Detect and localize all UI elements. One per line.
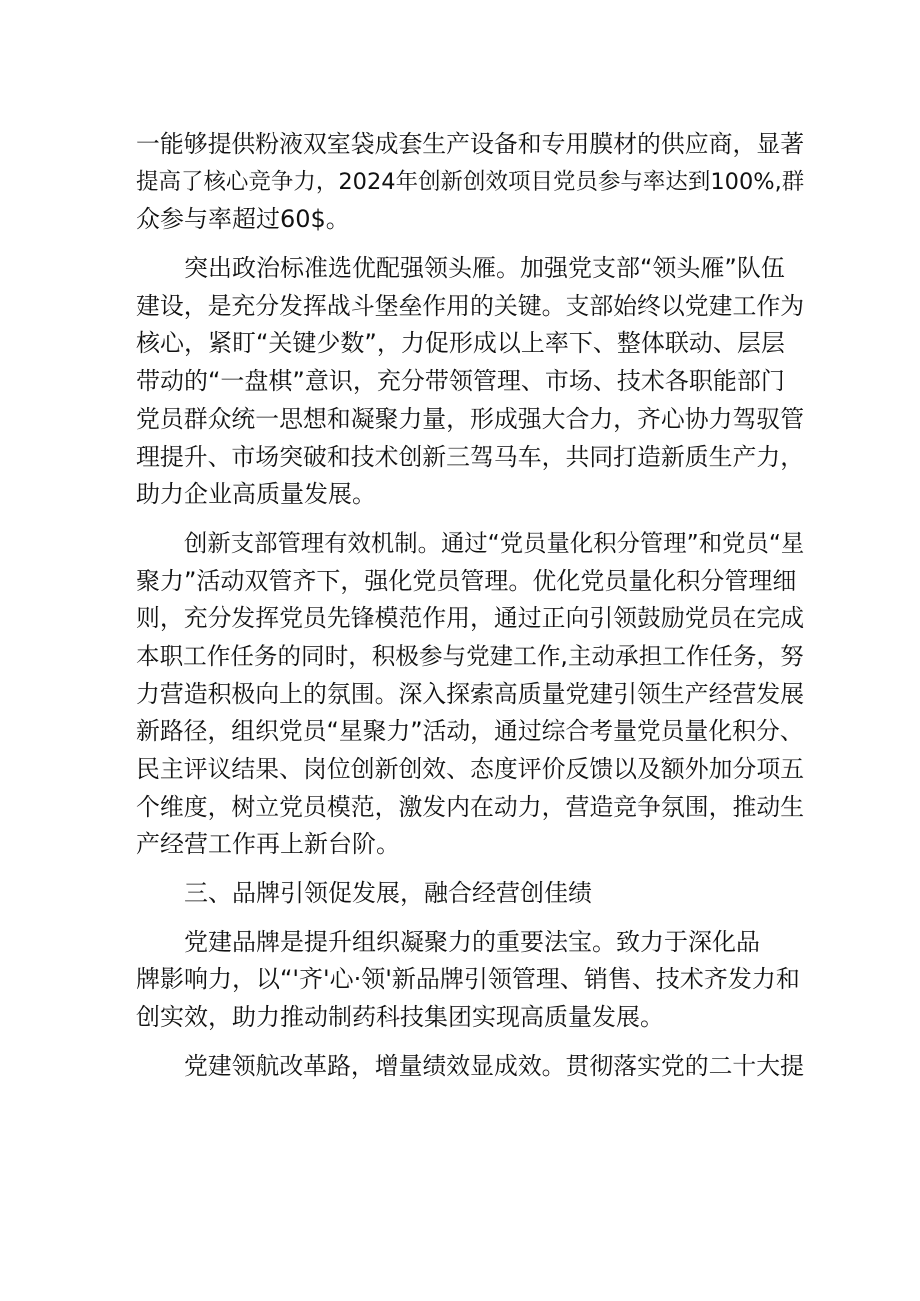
text-line: 创新支部管理有效机制。通过“党员量化积分管理”和党员“星 <box>184 528 805 557</box>
text-line: 党员群众统一思想和凝聚力量，形成强大合力，齐心协力驾驭管 <box>136 404 805 433</box>
paragraph <box>136 1048 804 1086</box>
paragraph-gap <box>136 1037 804 1048</box>
paragraph <box>136 525 804 864</box>
paragraph-gap <box>136 864 804 875</box>
text-line: 则，充分发挥党员先锋模范作用，通过正向引领鼓励党员在完成 <box>136 604 805 633</box>
text-line: 民主评议结果、岗位创新创效、态度评价反馈以及额外加分项五 <box>136 755 805 783</box>
text-line: 聚力”活动双管齐下，强化党员管理。优化党员量化积分管理细 <box>136 566 797 595</box>
text-line: 创实效，助力推动制药科技集团实现高质量发展。 <box>136 1003 664 1032</box>
text-line: 力营造积极向上的氛围。深入探索高质量党建引领生产经营发展 <box>136 679 805 708</box>
paragraph <box>136 126 804 239</box>
text-line: 核心，紧盯“关键少数”，力促形成以上率下、整体联动、层层 <box>136 329 785 358</box>
text-line: 突出政治标准选优配强领头雁。加强党支部“领头雁”队伍 <box>184 254 785 283</box>
text-line: 三、品牌引领促发展，融合经营创佳绩 <box>184 879 592 908</box>
text-line: 提高了核心竞争力，2024年创新创效项目党员参与率达到100%,群 <box>136 168 805 195</box>
text-line: 助力企业高质量发展。 <box>136 480 376 509</box>
paragraph-gap <box>136 514 804 525</box>
paragraph-gap <box>136 239 804 250</box>
text-line: 新路径，组织党员“星聚力”活动，通过综合考量党员量化积分、 <box>136 717 804 746</box>
text-line: 党建品牌是提升组织凝聚力的重要法宝。致力于深化品 <box>184 927 760 956</box>
text-line: 带动的“一盘棋”意识，充分带领管理、市场、技术各职能部门 <box>136 367 785 396</box>
text-line: 建设，是充分发挥战斗堡垒作用的关键。支部始终以党建工作为 <box>136 291 805 320</box>
document-body <box>136 126 804 1086</box>
text-line: 众参与率超过60$。 <box>136 205 350 234</box>
paragraph <box>136 875 804 913</box>
text-line: 产经营工作再上新台阶。 <box>136 830 400 859</box>
text-line: 牌影响力，以“'齐'心·领'新品牌引领管理、销售、技术齐发力和 <box>136 965 800 994</box>
text-line: 本职工作任务的同时，积极参与党建工作,主动承担工作任务，努 <box>136 641 804 670</box>
paragraph-gap <box>136 913 804 924</box>
paragraph <box>136 924 804 1037</box>
text-line: 个维度，树立党员模范，激发内在动力，营造竞争氛围，推动生 <box>136 792 805 821</box>
paragraph <box>136 250 804 514</box>
text-line: 一能够提供粉液双室袋成套生产设备和专用膜材的供应商，显著 <box>136 130 805 158</box>
text-line: 理提升、市场突破和技术创新三驾马车，共同打造新质生产力， <box>136 442 805 471</box>
text-line: 党建领航改革路，增量绩效显成效。贯彻落实党的二十大提 <box>184 1051 804 1080</box>
